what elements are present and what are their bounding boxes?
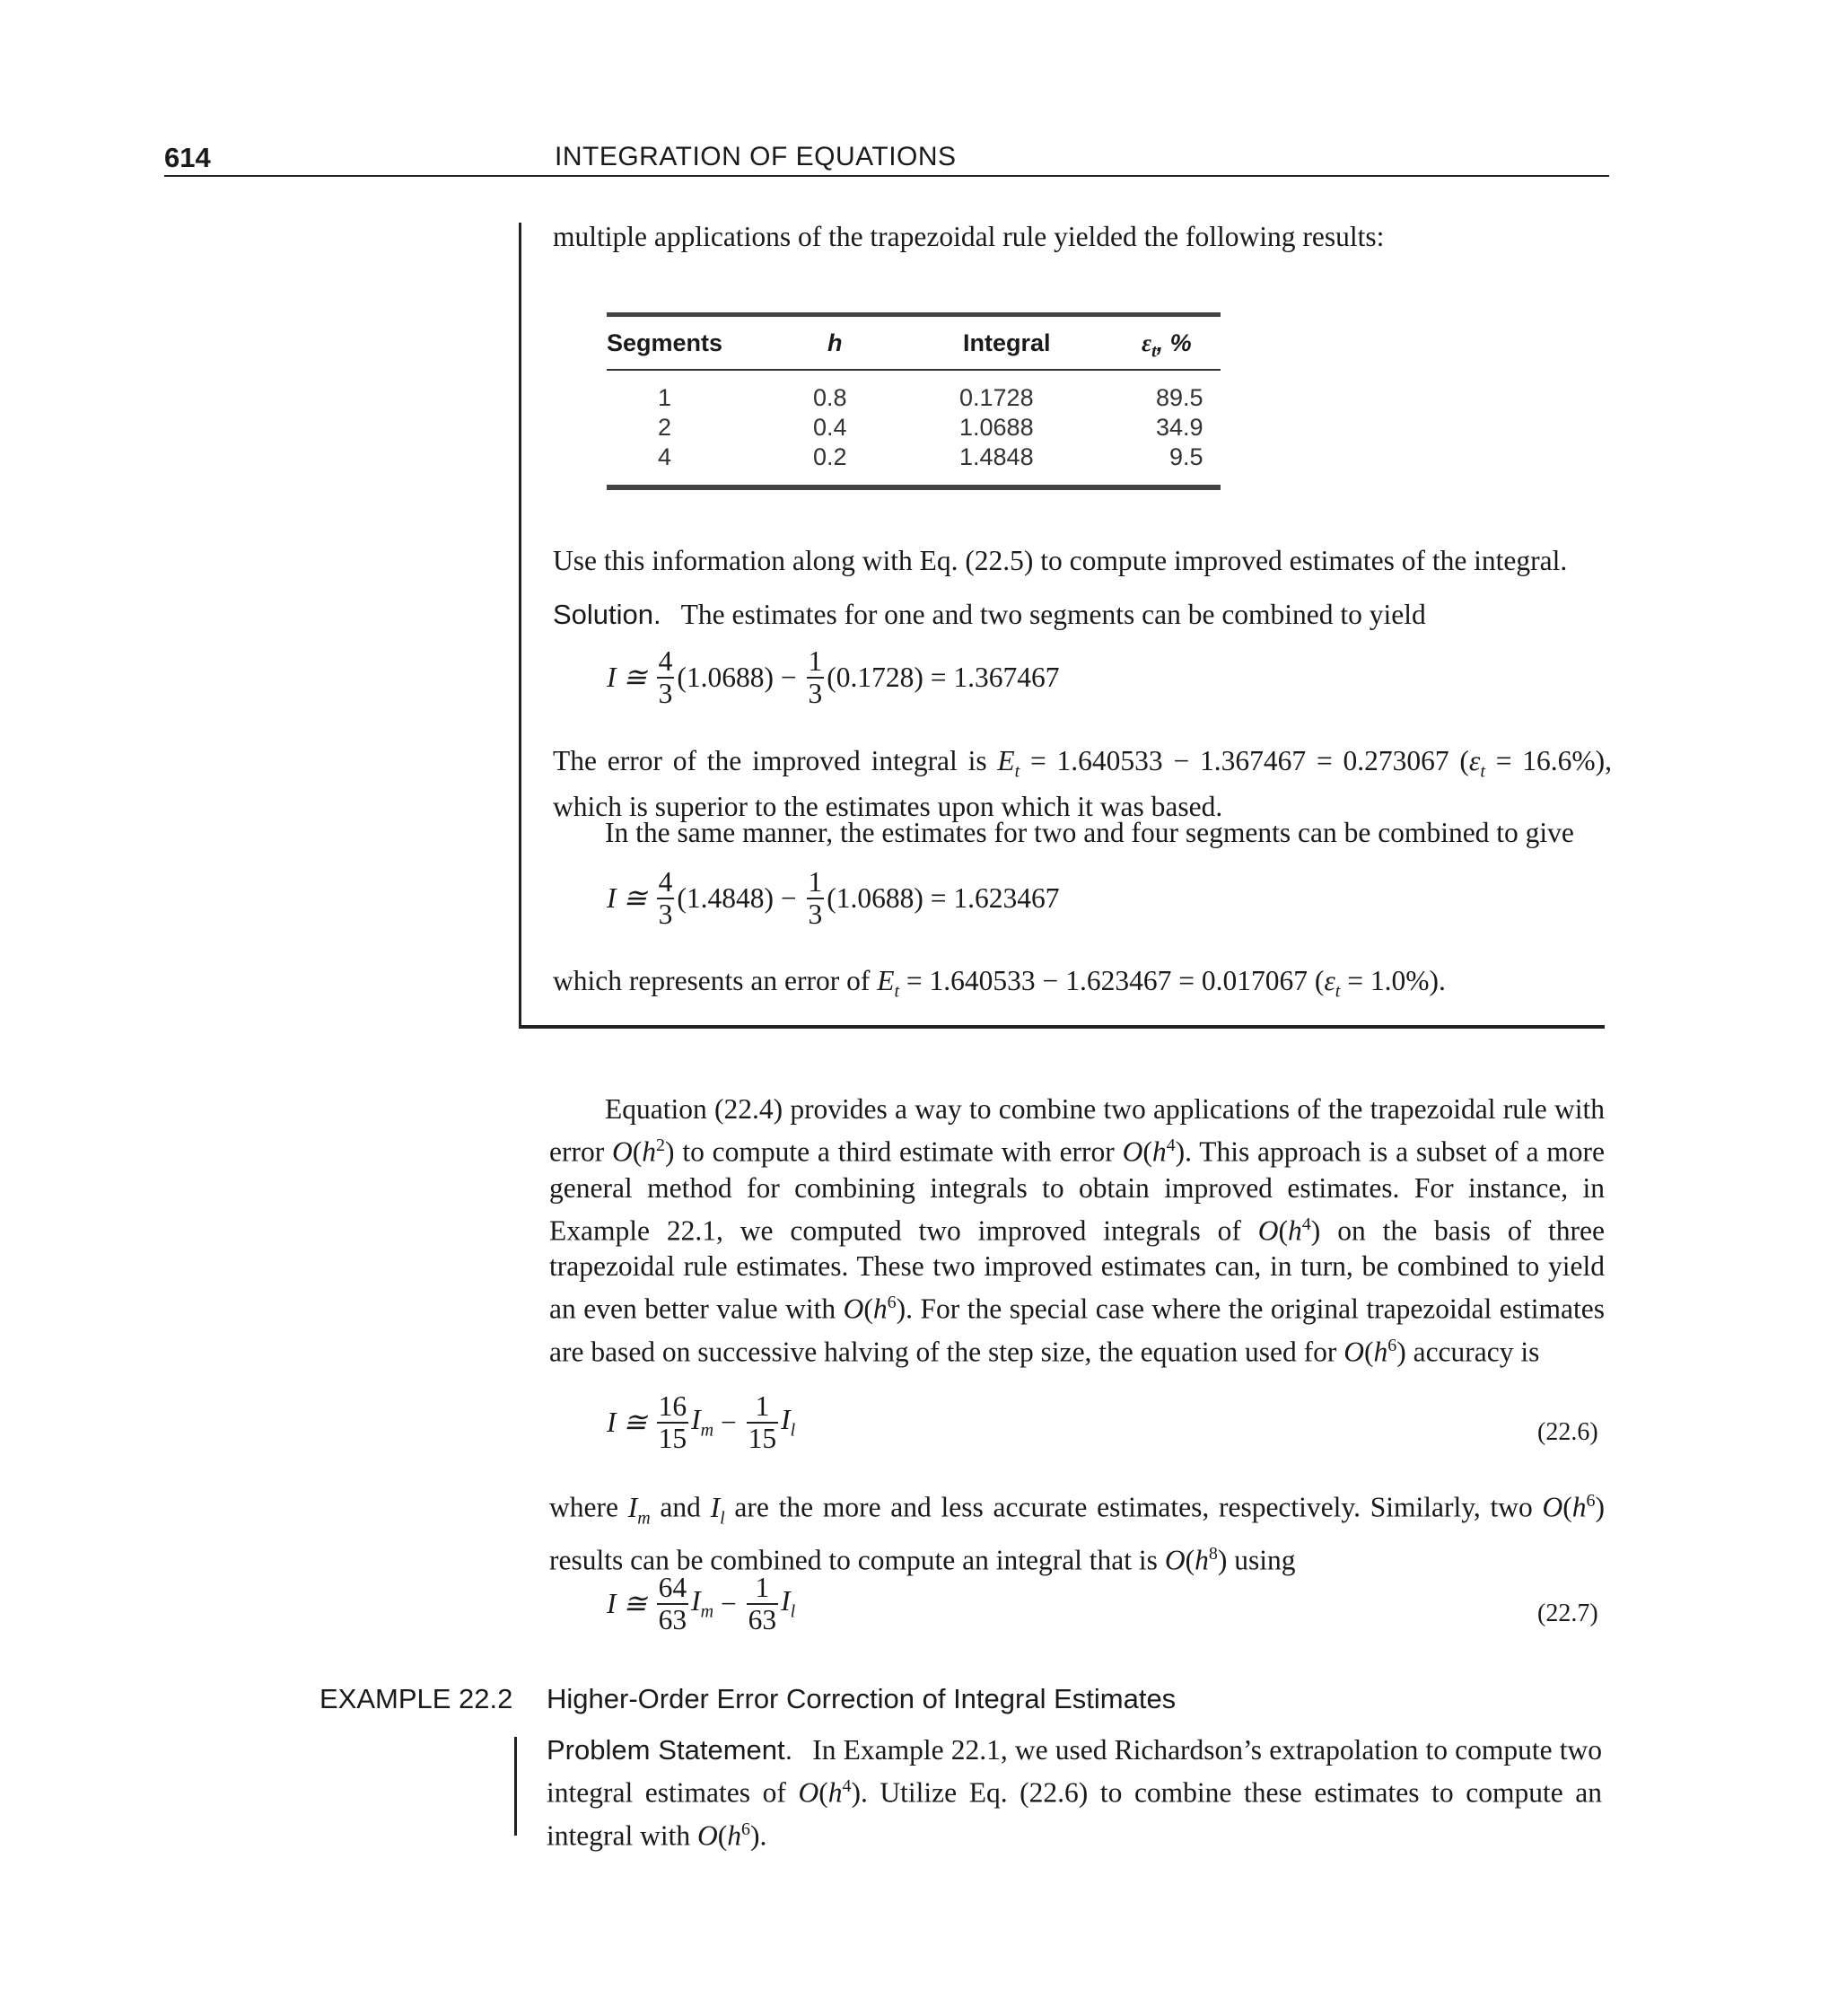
same-manner-paragraph: In the same manner, the estimates for two and four segments can be combined to give bbox=[605, 817, 1574, 848]
solution-label: Solution. bbox=[553, 599, 661, 630]
table-cell: 34.9 bbox=[1156, 414, 1203, 441]
equation-1: I ≅ $\frac{4}{3}$ (1.0688) − $\frac{1}{3}$ (0.1728) = 1.367467 bbox=[607, 645, 1060, 709]
error-paragraph-1: The error of the improved integral is $E_t = 1.640533 - 1.367467 = 0.273067$ $(\varepsilon_t = 16.6\%)$, which is superior to the estimates upon which it was based. bbox=[553, 745, 1612, 823]
example-title: Higher-Order Error Correction of Integral Estimates bbox=[547, 1683, 1177, 1714]
table-cell: 2 bbox=[658, 414, 672, 441]
example2-left-bar bbox=[514, 1737, 517, 1836]
problem-statement: Problem Statement. In Example 22.1, we used Richardson’s extrapolation to compute two integral estimates of $O(h^4)$. Utilize Eq. (22.6) to combine these estimates to compute an integral with $O(h^6)$. bbox=[547, 1734, 1603, 1851]
equation-number-22-6: (22.6) bbox=[1537, 1418, 1598, 1446]
table-cell: 0.1728 bbox=[959, 384, 1034, 411]
table-cell: 9.5 bbox=[1169, 443, 1203, 470]
table-bottom-rule bbox=[607, 485, 1221, 490]
running-title: INTEGRATION OF EQUATIONS bbox=[555, 142, 957, 171]
table-cell: 1 bbox=[658, 384, 672, 411]
table-header-segments: Segments bbox=[607, 329, 723, 356]
table-cell: 4 bbox=[658, 443, 672, 470]
header-rule bbox=[164, 175, 1609, 177]
problem-label: Problem Statement. bbox=[547, 1734, 793, 1766]
page-number: 614 bbox=[164, 142, 211, 173]
example-label: EXAMPLE 22.2 bbox=[319, 1683, 513, 1714]
table-cell: 1.0688 bbox=[959, 414, 1034, 441]
error-paragraph-2: which represents an error of $E_t = 1.640533 - 1.623467 = 0.017067$ $(\varepsilon_t = 1.0\%)$. bbox=[553, 965, 1446, 1002]
body-paragraph-2: where $I_m$ and $I_l$ are the more and less accurate estimates, respectively. Similarly, two $O(h^6)$ results can be combined to compute an integral that is $O(h^8)$ using bbox=[549, 1491, 1606, 1576]
equation-22-6: I ≅ $\frac{16}{15}$ $I_m$ − $\frac{1}{15}$ $I_l$ bbox=[607, 1390, 796, 1454]
table-cell: 0.2 bbox=[813, 443, 847, 470]
table-top-rule bbox=[607, 312, 1221, 317]
example-instruction: Use this information along with Eq. (22.5) to compute improved estimates of the integral. bbox=[553, 545, 1568, 576]
table-header-integral: Integral bbox=[963, 329, 1051, 356]
table-cell: 89.5 bbox=[1156, 384, 1203, 411]
table-cell: 0.8 bbox=[813, 384, 847, 411]
example-bottom-rule bbox=[519, 1025, 1605, 1029]
equation-22-7: I ≅ $\frac{64}{63}$ $I_m$ − $\frac{1}{63}$ $I_l$ bbox=[607, 1572, 796, 1635]
table-header-h: h bbox=[827, 329, 843, 356]
example-intro: multiple applications of the trapezoidal rule yielded the following results: bbox=[553, 221, 1385, 252]
body-paragraph-1: Equation (22.4) provides a way to combine two applications of the trapezoidal rule with error $O(h^2)$ to compute a third estimate with error $O(h^4)$. This approach is a subset of a more general method for combining integrals to obtain improved estimates. For instance, in Example 22.1, we computed two improved integrals of $O(h^4)$ on the basis of three trapezoidal rule estimates. These two improved estimates can, in turn, be combined to yield an even better value with $O(h^6)$. For the special case where the original trapezoidal estimates are based on successive halving of the step size, the equation used for $O(h^6)$ accuracy is bbox=[549, 1093, 1605, 1367]
equation-number-22-7: (22.7) bbox=[1537, 1600, 1598, 1627]
table-header-error: $\varepsilon_t$, % bbox=[1142, 329, 1192, 362]
equation-2: I ≅ $\frac{4}{3}$ (1.4848) − $\frac{1}{3}$ (1.0688) = 1.623467 bbox=[607, 866, 1060, 930]
example-left-bar bbox=[519, 223, 521, 1029]
table-cell: 1.4848 bbox=[959, 443, 1034, 470]
table-cell: 0.4 bbox=[813, 414, 847, 441]
table-mid-rule bbox=[607, 369, 1221, 371]
solution-paragraph: Solution. The estimates for one and two segments can be combined to yield bbox=[553, 599, 1426, 630]
